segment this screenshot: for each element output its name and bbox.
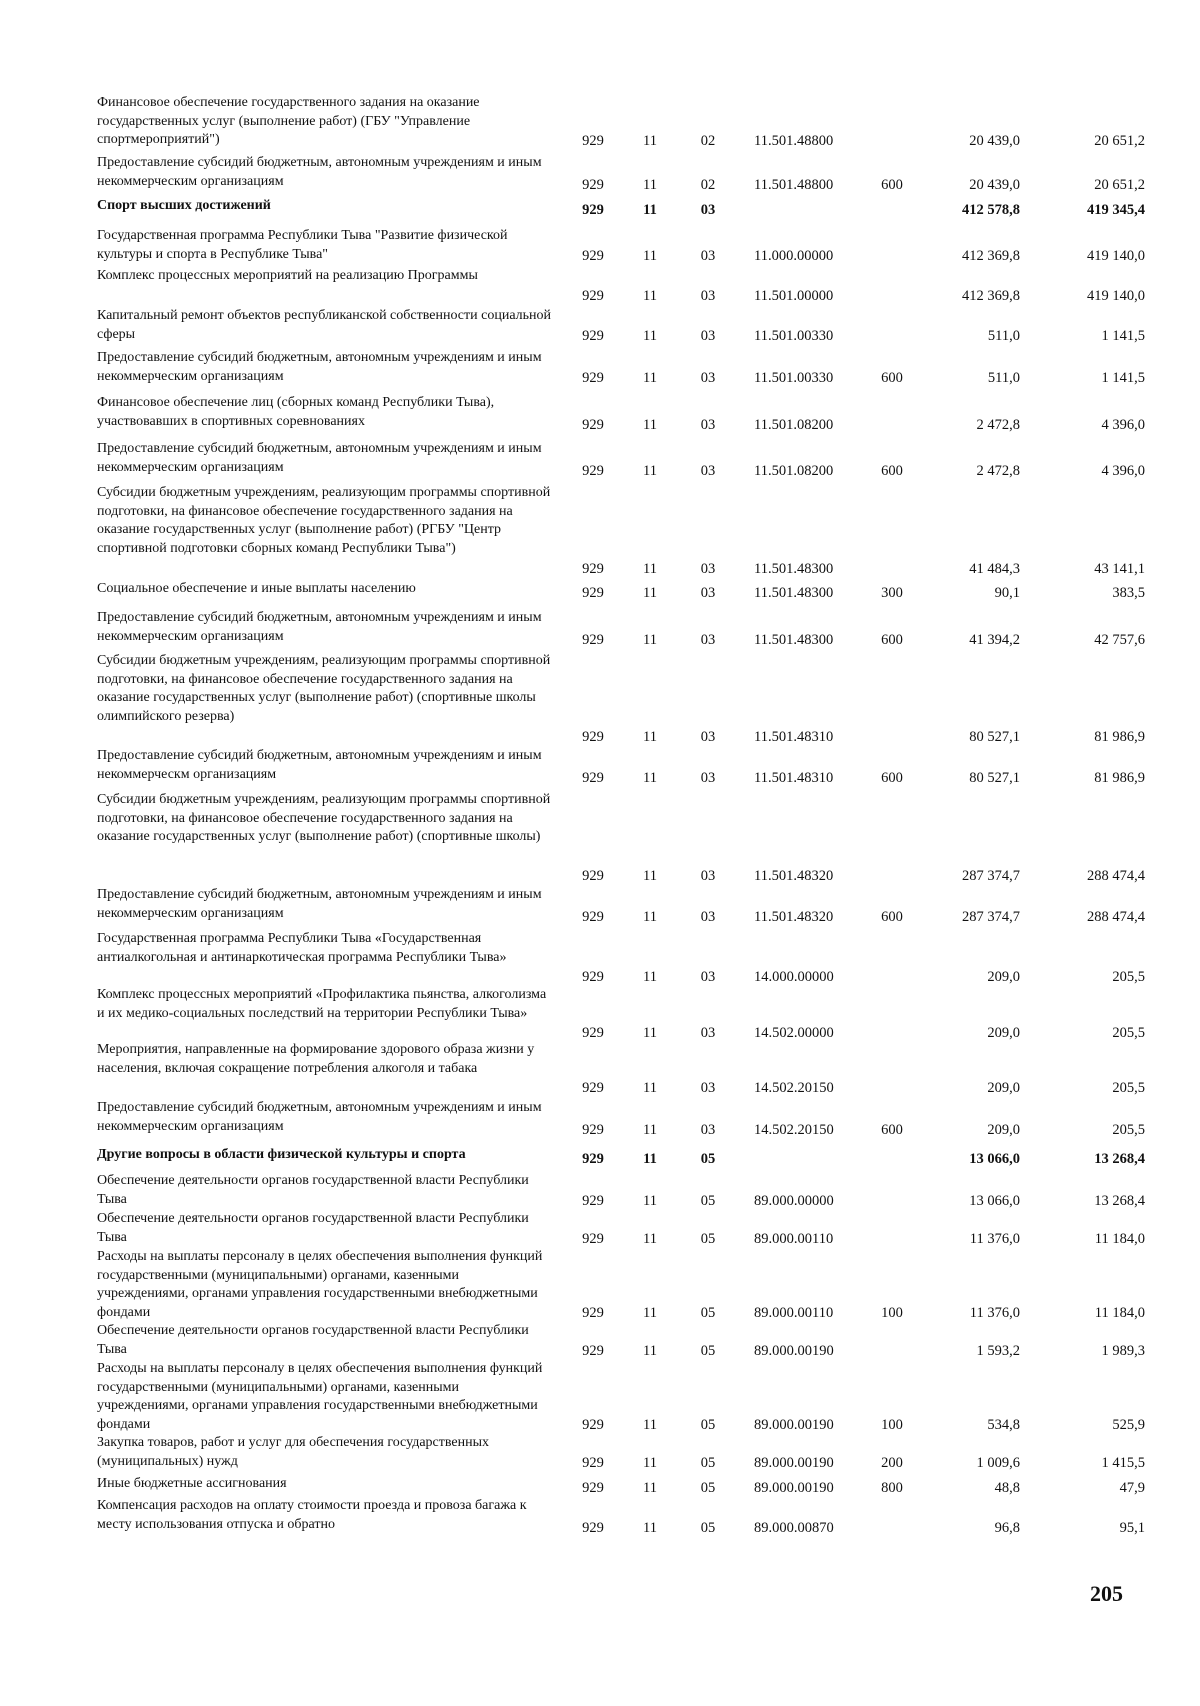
table-row bbox=[0, 580, 1200, 602]
cell-rz: 11 bbox=[643, 632, 657, 648]
cell-rz: 11 bbox=[643, 1122, 657, 1138]
table-row bbox=[0, 1172, 1200, 1210]
row-description: Предоставление субсидий бюджетным, автономным учреждениям и иным некоммерческим организациям bbox=[97, 610, 542, 644]
table-row bbox=[0, 1146, 1200, 1168]
cell-rz: 11 bbox=[643, 463, 657, 479]
cell-y2: 4 396,0 bbox=[1101, 463, 1145, 479]
cell-csr: 89.000.00110 bbox=[754, 1231, 834, 1247]
row-description: Мероприятия, направленные на формирование здорового образа жизни у населения, включая сокращение потребления алкоголя и табака bbox=[97, 1042, 535, 1076]
cell-vr: 600 bbox=[881, 177, 903, 193]
cell-csr: 11.501.48300 bbox=[754, 585, 834, 601]
cell-pr: 05 bbox=[700, 1231, 716, 1247]
cell-rz: 11 bbox=[643, 729, 657, 745]
row-description: Предоставление субсидий бюджетным, автономным учреждениям и иным некоммерческим организациям bbox=[97, 441, 542, 475]
row-description: Государственная программа Республики Тыва «Государственная антиалкогольная и антинаркотическая программа Республики Тыва» bbox=[97, 931, 507, 965]
row-description: Предоставление субсидий бюджетным, автономным учреждениям и иным некоммерческим организациям bbox=[97, 1100, 542, 1134]
cell-glav: 929 bbox=[582, 1343, 604, 1359]
cell-rz: 11 bbox=[643, 1305, 657, 1321]
cell-y1: 90,1 bbox=[994, 585, 1020, 601]
cell-y2: 20 651,2 bbox=[1094, 177, 1145, 193]
row-description: Капитальный ремонт объектов республиканской собственности социальной сферы bbox=[97, 308, 552, 342]
cell-rz: 11 bbox=[643, 1193, 657, 1209]
cell-csr: 11.501.00330 bbox=[754, 370, 834, 386]
cell-rz: 11 bbox=[643, 1480, 657, 1496]
cell-csr: 11.000.00000 bbox=[754, 248, 834, 264]
cell-rz: 11 bbox=[643, 1455, 657, 1471]
cell-pr: 02 bbox=[700, 177, 716, 193]
cell-csr: 89.000.00190 bbox=[754, 1343, 834, 1359]
cell-y2: 11 184,0 bbox=[1094, 1231, 1145, 1247]
cell-pr: 05 bbox=[700, 1151, 716, 1167]
cell-y2: 42 757,6 bbox=[1094, 632, 1145, 648]
cell-pr: 03 bbox=[700, 561, 716, 577]
cell-y2: 1 415,5 bbox=[1101, 1455, 1145, 1471]
cell-glav: 929 bbox=[582, 632, 604, 648]
table-row bbox=[0, 154, 1200, 194]
row-description: Обеспечение деятельности органов государственной власти Республики Тыва bbox=[97, 1323, 529, 1357]
row-description: Расходы на выплаты персоналу в целях обеспечения выполнения функций государственными (муниципальными) органами, казенными учреждениями, органами управления государственными внебюджетными фондами bbox=[97, 1249, 543, 1320]
row-description: Расходы на выплаты персоналу в целях обеспечения выполнения функций государственными (муниципальными) органами, казенными учреждениями, органами управления государственными внебюджетными фондами bbox=[97, 1361, 543, 1432]
cell-glav: 929 bbox=[582, 1151, 604, 1167]
cell-rz: 11 bbox=[643, 1025, 657, 1041]
table-row bbox=[0, 484, 1200, 578]
cell-pr: 05 bbox=[700, 1417, 716, 1433]
cell-csr: 89.000.00870 bbox=[754, 1520, 834, 1536]
cell-glav: 929 bbox=[582, 868, 604, 884]
cell-y2: 205,5 bbox=[1112, 1025, 1145, 1041]
cell-y2: 419 345,4 bbox=[1087, 202, 1145, 218]
cell-glav: 929 bbox=[582, 328, 604, 344]
row-description: Комплекс процессных мероприятий на реализацию Программы bbox=[97, 268, 478, 283]
row-description: Финансовое обеспечение государственного задания на оказание государственных услуг (выполнение работ) (ГБУ "Управление спортмероприятий") bbox=[97, 95, 480, 147]
table-row bbox=[0, 227, 1200, 265]
cell-rz: 11 bbox=[643, 248, 657, 264]
cell-y1: 13 066,0 bbox=[969, 1151, 1020, 1167]
cell-y1: 2 472,8 bbox=[976, 417, 1020, 433]
cell-glav: 929 bbox=[582, 770, 604, 786]
cell-csr: 11.501.48800 bbox=[754, 133, 834, 149]
table-row bbox=[0, 94, 1200, 150]
table-row bbox=[0, 349, 1200, 387]
cell-csr: 11.501.48300 bbox=[754, 632, 834, 648]
cell-glav: 929 bbox=[582, 1417, 604, 1433]
cell-y1: 80 527,1 bbox=[969, 729, 1020, 745]
cell-y1: 412 369,8 bbox=[962, 248, 1020, 264]
cell-y2: 1 141,5 bbox=[1101, 328, 1145, 344]
cell-y1: 20 439,0 bbox=[969, 133, 1020, 149]
cell-y2: 13 268,4 bbox=[1094, 1193, 1145, 1209]
cell-pr: 03 bbox=[700, 288, 716, 304]
cell-glav: 929 bbox=[582, 1025, 604, 1041]
cell-glav: 929 bbox=[582, 585, 604, 601]
table-row bbox=[0, 307, 1200, 345]
cell-glav: 929 bbox=[582, 202, 604, 218]
cell-vr: 300 bbox=[881, 585, 903, 601]
cell-y1: 20 439,0 bbox=[969, 177, 1020, 193]
cell-y1: 80 527,1 bbox=[969, 770, 1020, 786]
cell-y2: 81 986,9 bbox=[1094, 770, 1145, 786]
cell-pr: 05 bbox=[700, 1305, 716, 1321]
cell-rz: 11 bbox=[643, 370, 657, 386]
cell-csr: 14.502.20150 bbox=[754, 1122, 834, 1138]
cell-y2: 288 474,4 bbox=[1087, 868, 1145, 884]
cell-y2: 288 474,4 bbox=[1087, 909, 1145, 925]
cell-rz: 11 bbox=[643, 1343, 657, 1359]
cell-vr: 600 bbox=[881, 770, 903, 786]
table-row bbox=[0, 440, 1200, 480]
cell-csr: 11.501.48800 bbox=[754, 177, 834, 193]
table-row bbox=[0, 886, 1200, 926]
cell-glav: 929 bbox=[582, 1305, 604, 1321]
row-description: Обеспечение деятельности органов государственной власти Республики Тыва bbox=[97, 1173, 529, 1207]
row-description: Социальное обеспечение и иные выплаты населению bbox=[97, 581, 416, 596]
cell-glav: 929 bbox=[582, 417, 604, 433]
table-row bbox=[0, 1210, 1200, 1248]
cell-rz: 11 bbox=[643, 417, 657, 433]
cell-y1: 511,0 bbox=[987, 328, 1020, 344]
cell-rz: 11 bbox=[643, 1231, 657, 1247]
cell-csr: 11.501.48320 bbox=[754, 909, 834, 925]
table-row bbox=[0, 1322, 1200, 1360]
table-row bbox=[0, 986, 1200, 1042]
cell-y1: 511,0 bbox=[987, 370, 1020, 386]
cell-pr: 03 bbox=[700, 417, 716, 433]
cell-rz: 11 bbox=[643, 969, 657, 985]
cell-csr: 11.501.00330 bbox=[754, 328, 834, 344]
cell-y2: 205,5 bbox=[1112, 1080, 1145, 1096]
cell-y1: 11 376,0 bbox=[969, 1305, 1020, 1321]
cell-csr: 11.501.00000 bbox=[754, 288, 834, 304]
cell-pr: 03 bbox=[700, 1080, 716, 1096]
cell-csr: 14.502.00000 bbox=[754, 1025, 834, 1041]
cell-glav: 929 bbox=[582, 1193, 604, 1209]
row-description: Обеспечение деятельности органов государственной власти Республики Тыва bbox=[97, 1211, 529, 1245]
table-row bbox=[0, 1099, 1200, 1139]
cell-glav: 929 bbox=[582, 248, 604, 264]
row-description: Финансовое обеспечение лиц (сборных команд Республики Тыва), участвовавших в спортивных соревнованиях bbox=[97, 395, 495, 429]
cell-y1: 287 374,7 bbox=[962, 868, 1020, 884]
cell-glav: 929 bbox=[582, 1455, 604, 1471]
cell-y1: 1 593,2 bbox=[976, 1343, 1020, 1359]
cell-y1: 209,0 bbox=[987, 1025, 1020, 1041]
cell-rz: 11 bbox=[643, 909, 657, 925]
cell-pr: 03 bbox=[700, 868, 716, 884]
cell-vr: 600 bbox=[881, 632, 903, 648]
table-row bbox=[0, 1475, 1200, 1497]
table-row bbox=[0, 1041, 1200, 1097]
table-row bbox=[0, 930, 1200, 986]
cell-pr: 05 bbox=[700, 1520, 716, 1536]
cell-glav: 929 bbox=[582, 729, 604, 745]
cell-vr: 600 bbox=[881, 370, 903, 386]
cell-pr: 05 bbox=[700, 1455, 716, 1471]
cell-pr: 03 bbox=[700, 729, 716, 745]
cell-pr: 03 bbox=[700, 969, 716, 985]
row-description: Комплекс процессных мероприятий «Профилактика пьянства, алкоголизма и их медико-социальных последствий на территории Республики Тыва» bbox=[97, 987, 547, 1021]
cell-csr: 11.501.48310 bbox=[754, 770, 834, 786]
cell-vr: 200 bbox=[881, 1455, 903, 1471]
table-row bbox=[0, 652, 1200, 746]
cell-csr: 89.000.00190 bbox=[754, 1455, 834, 1471]
cell-glav: 929 bbox=[582, 177, 604, 193]
cell-rz: 11 bbox=[643, 1151, 657, 1167]
cell-y1: 534,8 bbox=[987, 1417, 1020, 1433]
row-description: Другие вопросы в области физической культуры и спорта bbox=[97, 1147, 466, 1162]
table-row bbox=[0, 1497, 1200, 1537]
row-description: Предоставление субсидий бюджетным, автономным учреждениям и иным некоммерческим организациям bbox=[97, 350, 542, 384]
cell-csr: 89.000.00190 bbox=[754, 1417, 834, 1433]
cell-rz: 11 bbox=[643, 1417, 657, 1433]
cell-y1: 13 066,0 bbox=[969, 1193, 1020, 1209]
cell-csr: 11.501.48310 bbox=[754, 729, 834, 745]
cell-vr: 100 bbox=[881, 1417, 903, 1433]
cell-csr: 14.502.20150 bbox=[754, 1080, 834, 1096]
cell-pr: 03 bbox=[700, 463, 716, 479]
cell-vr: 600 bbox=[881, 1122, 903, 1138]
row-description: Предоставление субсидий бюджетным, автономным учреждениям и иным некоммерческим организациям bbox=[97, 155, 542, 189]
cell-y1: 209,0 bbox=[987, 1122, 1020, 1138]
cell-y2: 205,5 bbox=[1112, 969, 1145, 985]
table-row bbox=[0, 1434, 1200, 1472]
table-row bbox=[0, 267, 1200, 305]
row-description: Государственная программа Республики Тыва "Развитие физической культуры и спорта в Республике Тыва" bbox=[97, 228, 508, 262]
cell-y1: 209,0 bbox=[987, 969, 1020, 985]
row-description: Спорт высших достижений bbox=[97, 198, 271, 213]
cell-y2: 1 989,3 bbox=[1101, 1343, 1145, 1359]
cell-rz: 11 bbox=[643, 177, 657, 193]
cell-pr: 03 bbox=[700, 202, 716, 218]
cell-y2: 81 986,9 bbox=[1094, 729, 1145, 745]
table-row bbox=[0, 1248, 1200, 1322]
cell-y1: 96,8 bbox=[994, 1520, 1020, 1536]
cell-y2: 13 268,4 bbox=[1094, 1151, 1145, 1167]
cell-y2: 11 184,0 bbox=[1094, 1305, 1145, 1321]
cell-csr: 89.000.00000 bbox=[754, 1193, 834, 1209]
cell-rz: 11 bbox=[643, 770, 657, 786]
cell-y1: 41 394,2 bbox=[969, 632, 1020, 648]
cell-glav: 929 bbox=[582, 969, 604, 985]
cell-vr: 600 bbox=[881, 463, 903, 479]
cell-y2: 47,9 bbox=[1119, 1480, 1145, 1496]
cell-y1: 287 374,7 bbox=[962, 909, 1020, 925]
cell-vr: 600 bbox=[881, 909, 903, 925]
row-description: Компенсация расходов на оплату стоимости проезда и провоза багажа к месту использования отпуска и обратно bbox=[97, 1498, 527, 1532]
cell-glav: 929 bbox=[582, 133, 604, 149]
cell-csr: 14.000.00000 bbox=[754, 969, 834, 985]
cell-glav: 929 bbox=[582, 1080, 604, 1096]
table-row bbox=[0, 197, 1200, 219]
cell-y2: 419 140,0 bbox=[1087, 288, 1145, 304]
cell-y2: 4 396,0 bbox=[1101, 417, 1145, 433]
row-description: Субсидии бюджетным учреждениям, реализующим программы спортивной подготовки, на финансовое обеспечение государственного задания на оказание государственных услуг (выполнение работ) (РГБУ "Центр спортивной подготовки сборных команд Республики Тыва") bbox=[97, 485, 551, 556]
row-description: Закупка товаров, работ и услуг для обеспечения государственных (муниципальных) нужд bbox=[97, 1435, 490, 1469]
row-description: Иные бюджетные ассигнования bbox=[97, 1476, 287, 1491]
cell-rz: 11 bbox=[643, 1520, 657, 1536]
table-row bbox=[0, 791, 1200, 885]
cell-glav: 929 bbox=[582, 288, 604, 304]
cell-y2: 383,5 bbox=[1112, 585, 1145, 601]
cell-glav: 929 bbox=[582, 909, 604, 925]
row-description: Предоставление субсидий бюджетным, автономным учреждениям и иным некоммерческм организациям bbox=[97, 748, 542, 782]
row-description: Субсидии бюджетным учреждениям, реализующим программы спортивной подготовки, на финансовое обеспечение государственного задания на оказание государственных услуг (выполнение работ) (спортивные школы) bbox=[97, 792, 551, 844]
cell-csr: 11.501.48320 bbox=[754, 868, 834, 884]
cell-y1: 11 376,0 bbox=[969, 1231, 1020, 1247]
cell-y1: 2 472,8 bbox=[976, 463, 1020, 479]
cell-pr: 03 bbox=[700, 370, 716, 386]
table-row bbox=[0, 1360, 1200, 1434]
cell-csr: 11.501.08200 bbox=[754, 417, 834, 433]
cell-y2: 205,5 bbox=[1112, 1122, 1145, 1138]
cell-rz: 11 bbox=[643, 1080, 657, 1096]
cell-pr: 03 bbox=[700, 1122, 716, 1138]
cell-pr: 03 bbox=[700, 1025, 716, 1041]
cell-rz: 11 bbox=[643, 561, 657, 577]
cell-rz: 11 bbox=[643, 328, 657, 344]
cell-glav: 929 bbox=[582, 1231, 604, 1247]
cell-glav: 929 bbox=[582, 1480, 604, 1496]
cell-csr: 89.000.00190 bbox=[754, 1480, 834, 1496]
cell-y1: 48,8 bbox=[994, 1480, 1020, 1496]
cell-csr: 11.501.48300 bbox=[754, 561, 834, 577]
cell-y1: 412 369,8 bbox=[962, 288, 1020, 304]
cell-pr: 03 bbox=[700, 328, 716, 344]
table-row bbox=[0, 394, 1200, 434]
cell-pr: 05 bbox=[700, 1480, 716, 1496]
cell-y2: 95,1 bbox=[1119, 1520, 1145, 1536]
cell-glav: 929 bbox=[582, 561, 604, 577]
cell-y2: 525,9 bbox=[1112, 1417, 1145, 1433]
cell-vr: 800 bbox=[881, 1480, 903, 1496]
cell-glav: 929 bbox=[582, 1122, 604, 1138]
cell-y1: 209,0 bbox=[987, 1080, 1020, 1096]
cell-rz: 11 bbox=[643, 868, 657, 884]
cell-y1: 412 578,8 bbox=[962, 202, 1020, 218]
cell-csr: 89.000.00110 bbox=[754, 1305, 834, 1321]
cell-y2: 20 651,2 bbox=[1094, 133, 1145, 149]
cell-rz: 11 bbox=[643, 585, 657, 601]
page-number: 205 bbox=[1090, 1581, 1123, 1606]
cell-pr: 03 bbox=[700, 632, 716, 648]
cell-pr: 03 bbox=[700, 585, 716, 601]
cell-glav: 929 bbox=[582, 463, 604, 479]
row-description: Субсидии бюджетным учреждениям, реализующим программы спортивной подготовки, на финансовое обеспечение государственного задания на оказание государственных услуг (выполнение работ) (спортивные школы олимпийского резерва) bbox=[97, 653, 551, 724]
table-row bbox=[0, 609, 1200, 649]
cell-pr: 05 bbox=[700, 1343, 716, 1359]
cell-y2: 419 140,0 bbox=[1087, 248, 1145, 264]
cell-y1: 1 009,6 bbox=[976, 1455, 1020, 1471]
table-row bbox=[0, 747, 1200, 787]
row-description: Предоставление субсидий бюджетным, автономным учреждениям и иным некоммерческим организациям bbox=[97, 887, 542, 921]
cell-glav: 929 bbox=[582, 370, 604, 386]
cell-rz: 11 bbox=[643, 202, 657, 218]
cell-pr: 03 bbox=[700, 909, 716, 925]
cell-pr: 03 bbox=[700, 248, 716, 264]
cell-pr: 03 bbox=[700, 770, 716, 786]
cell-y1: 41 484,3 bbox=[969, 561, 1020, 577]
cell-vr: 100 bbox=[881, 1305, 903, 1321]
cell-rz: 11 bbox=[643, 288, 657, 304]
cell-pr: 02 bbox=[700, 133, 716, 149]
cell-pr: 05 bbox=[700, 1193, 716, 1209]
cell-csr: 11.501.08200 bbox=[754, 463, 834, 479]
cell-y2: 43 141,1 bbox=[1094, 561, 1145, 577]
cell-y2: 1 141,5 bbox=[1101, 370, 1145, 386]
cell-glav: 929 bbox=[582, 1520, 604, 1536]
cell-rz: 11 bbox=[643, 133, 657, 149]
